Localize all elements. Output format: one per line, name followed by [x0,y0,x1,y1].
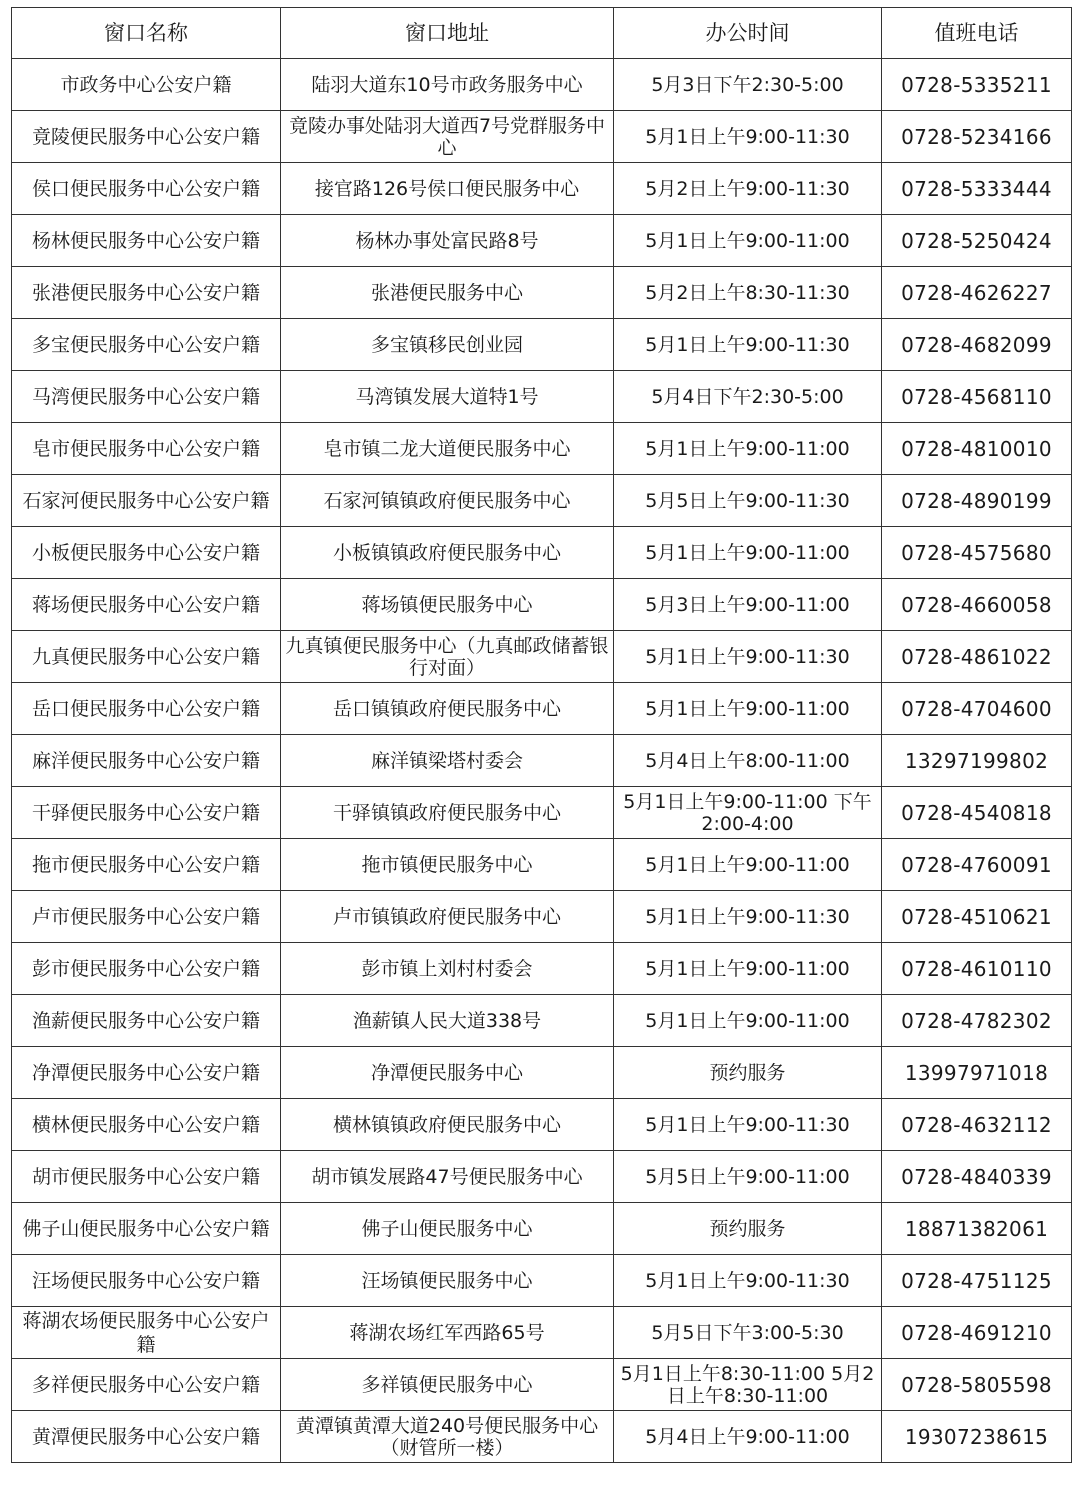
table-row [12,1203,1072,1255]
office-hours-cell: 预约服务 [614,1047,882,1099]
office-hours-cell: 5月1日上午9:00-11:00 [614,839,882,891]
office-hours-cell: 5月1日上午9:00-11:30 [614,1099,882,1151]
header-office-hours: 办公时间 [614,8,882,59]
duty-phone-cell: 0728-4575680 [882,527,1072,579]
office-hours-cell: 5月1日上午9:00-11:00 [614,527,882,579]
duty-phone-cell: 0728-5333444 [882,163,1072,215]
table-row [12,1099,1072,1151]
window-address-cell: 石家河镇镇政府便民服务中心 [281,475,614,527]
window-name-cell: 蒋湖农场便民服务中心公安户籍 [12,1307,281,1359]
window-name-cell: 张港便民服务中心公安户籍 [12,267,281,319]
table-row [12,943,1072,995]
window-name-cell: 马湾便民服务中心公安户籍 [12,371,281,423]
duty-phone-cell: 0728-4861022 [882,631,1072,683]
office-hours-cell: 5月5日下午3:00-5:30 [614,1307,882,1359]
window-name-cell: 汪场便民服务中心公安户籍 [12,1255,281,1307]
office-hours-cell: 5月5日上午9:00-11:30 [614,475,882,527]
table-row [12,111,1072,163]
office-hours-cell: 5月1日上午9:00-11:00 [614,943,882,995]
window-address-cell: 汪场镇便民服务中心 [281,1255,614,1307]
window-name-cell: 九真便民服务中心公安户籍 [12,631,281,683]
window-address-cell: 拖市镇便民服务中心 [281,839,614,891]
window-name-cell: 干驿便民服务中心公安户籍 [12,787,281,839]
window-address-cell: 干驿镇镇政府便民服务中心 [281,787,614,839]
duty-phone-cell: 0728-5335211 [882,59,1072,111]
table-header-row [12,8,1072,59]
window-name-cell: 市政务中心公安户籍 [12,59,281,111]
window-address-cell: 彭市镇上刘村村委会 [281,943,614,995]
window-name-cell: 佛子山便民服务中心公安户籍 [12,1203,281,1255]
duty-phone-cell: 0728-4626227 [882,267,1072,319]
office-hours-cell: 5月1日上午9:00-11:00 [614,995,882,1047]
table-row [12,475,1072,527]
duty-phone-cell: 0728-4632112 [882,1099,1072,1151]
window-address-cell: 横林镇镇政府便民服务中心 [281,1099,614,1151]
duty-phone-cell: 0728-5250424 [882,215,1072,267]
office-hours-cell: 5月1日上午8:30-11:00 5月2日上午8:30-11:00 [614,1359,882,1411]
window-address-cell: 蒋湖农场红军西路65号 [281,1307,614,1359]
table-row [12,579,1072,631]
office-hours-cell: 5月1日上午9:00-11:30 [614,319,882,371]
window-address-cell: 小板镇镇政府便民服务中心 [281,527,614,579]
duty-phone-cell: 0728-4751125 [882,1255,1072,1307]
window-name-cell: 多宝便民服务中心公安户籍 [12,319,281,371]
window-name-cell: 竟陵便民服务中心公安户籍 [12,111,281,163]
window-name-cell: 渔薪便民服务中心公安户籍 [12,995,281,1047]
office-hours-cell: 5月1日上午9:00-11:00 [614,683,882,735]
office-hours-cell: 5月3日下午2:30-5:00 [614,59,882,111]
duty-phone-cell: 19307238615 [882,1411,1072,1463]
duty-phone-cell: 0728-4691210 [882,1307,1072,1359]
window-address-cell: 张港便民服务中心 [281,267,614,319]
window-name-cell: 蒋场便民服务中心公安户籍 [12,579,281,631]
window-address-cell: 杨林办事处富民路8号 [281,215,614,267]
table-row [12,1411,1072,1463]
office-hours-cell: 5月1日上午9:00-11:30 [614,111,882,163]
window-address-cell: 九真镇便民服务中心（九真邮政储蓄银行对面） [281,631,614,683]
duty-phone-cell: 0728-4660058 [882,579,1072,631]
duty-phone-cell: 0728-4682099 [882,319,1072,371]
office-hours-cell: 5月5日上午9:00-11:00 [614,1151,882,1203]
table-row [12,267,1072,319]
window-address-cell: 净潭便民服务中心 [281,1047,614,1099]
window-name-cell: 卢市便民服务中心公安户籍 [12,891,281,943]
table-row [12,1307,1072,1359]
office-hours-cell: 5月1日上午9:00-11:30 [614,1255,882,1307]
window-name-cell: 侯口便民服务中心公安户籍 [12,163,281,215]
window-address-cell: 皂市镇二龙大道便民服务中心 [281,423,614,475]
table-row [12,423,1072,475]
header-window-name: 窗口名称 [12,8,281,59]
window-address-cell: 卢市镇镇政府便民服务中心 [281,891,614,943]
schedule-table [11,7,1072,1463]
table-row [12,1047,1072,1099]
duty-phone-cell: 13997971018 [882,1047,1072,1099]
window-address-cell: 胡市镇发展路47号便民服务中心 [281,1151,614,1203]
office-hours-cell: 5月3日上午9:00-11:00 [614,579,882,631]
duty-phone-cell: 0728-4840339 [882,1151,1072,1203]
table-row [12,163,1072,215]
duty-phone-cell: 0728-4610110 [882,943,1072,995]
window-address-cell: 多祥镇便民服务中心 [281,1359,614,1411]
duty-phone-cell: 0728-4810010 [882,423,1072,475]
table-row [12,683,1072,735]
window-address-cell: 黄潭镇黄潭大道240号便民服务中心（财管所一楼） [281,1411,614,1463]
window-address-cell: 岳口镇镇政府便民服务中心 [281,683,614,735]
table-row [12,631,1072,683]
window-name-cell: 杨林便民服务中心公安户籍 [12,215,281,267]
duty-phone-cell: 0728-4890199 [882,475,1072,527]
duty-phone-cell: 0728-4540818 [882,787,1072,839]
window-address-cell: 佛子山便民服务中心 [281,1203,614,1255]
office-hours-cell: 5月1日上午9:00-11:00 [614,423,882,475]
window-name-cell: 拖市便民服务中心公安户籍 [12,839,281,891]
window-name-cell: 多祥便民服务中心公安户籍 [12,1359,281,1411]
window-name-cell: 胡市便民服务中心公安户籍 [12,1151,281,1203]
window-name-cell: 横林便民服务中心公安户籍 [12,1099,281,1151]
window-name-cell: 皂市便民服务中心公安户籍 [12,423,281,475]
window-name-cell: 石家河便民服务中心公安户籍 [12,475,281,527]
table-row [12,319,1072,371]
table-row [12,787,1072,839]
table-row [12,1151,1072,1203]
table-row [12,1359,1072,1411]
table-row [12,735,1072,787]
window-address-cell: 麻洋镇梁塔村委会 [281,735,614,787]
office-hours-cell: 5月4日上午8:00-11:00 [614,735,882,787]
duty-phone-cell: 0728-4510621 [882,891,1072,943]
office-hours-cell: 5月1日上午9:00-11:00 下午2:00-4:00 [614,787,882,839]
office-hours-cell: 5月1日上午9:00-11:30 [614,631,882,683]
window-name-cell: 彭市便民服务中心公安户籍 [12,943,281,995]
duty-phone-cell: 0728-4782302 [882,995,1072,1047]
office-hours-cell: 5月1日上午9:00-11:00 [614,215,882,267]
table-row [12,1255,1072,1307]
duty-phone-cell: 0728-5234166 [882,111,1072,163]
table-row [12,527,1072,579]
duty-phone-cell: 0728-4568110 [882,371,1072,423]
window-address-cell: 接官路126号侯口便民服务中心 [281,163,614,215]
table-row [12,59,1072,111]
duty-phone-cell: 0728-4760091 [882,839,1072,891]
window-address-cell: 渔薪镇人民大道338号 [281,995,614,1047]
header-window-address: 窗口地址 [281,8,614,59]
window-address-cell: 陆羽大道东10号市政务服务中心 [281,59,614,111]
window-name-cell: 小板便民服务中心公安户籍 [12,527,281,579]
table-row [12,891,1072,943]
table-row [12,371,1072,423]
window-address-cell: 蒋场镇便民服务中心 [281,579,614,631]
window-address-cell: 马湾镇发展大道特1号 [281,371,614,423]
duty-phone-cell: 0728-4704600 [882,683,1072,735]
duty-phone-cell: 13297199802 [882,735,1072,787]
duty-phone-cell: 0728-5805598 [882,1359,1072,1411]
window-name-cell: 岳口便民服务中心公安户籍 [12,683,281,735]
table-row [12,215,1072,267]
office-hours-cell: 5月4日下午2:30-5:00 [614,371,882,423]
header-duty-phone: 值班电话 [882,8,1072,59]
window-name-cell: 净潭便民服务中心公安户籍 [12,1047,281,1099]
window-name-cell: 黄潭便民服务中心公安户籍 [12,1411,281,1463]
window-address-cell: 多宝镇移民创业园 [281,319,614,371]
office-hours-cell: 5月1日上午9:00-11:30 [614,891,882,943]
window-name-cell: 麻洋便民服务中心公安户籍 [12,735,281,787]
duty-phone-cell: 18871382061 [882,1203,1072,1255]
office-hours-cell: 5月2日上午8:30-11:30 [614,267,882,319]
table-row [12,995,1072,1047]
office-hours-cell: 5月2日上午9:00-11:30 [614,163,882,215]
window-address-cell: 竟陵办事处陆羽大道西7号党群服务中心 [281,111,614,163]
office-hours-cell: 预约服务 [614,1203,882,1255]
office-hours-cell: 5月4日上午9:00-11:00 [614,1411,882,1463]
table-row [12,839,1072,891]
